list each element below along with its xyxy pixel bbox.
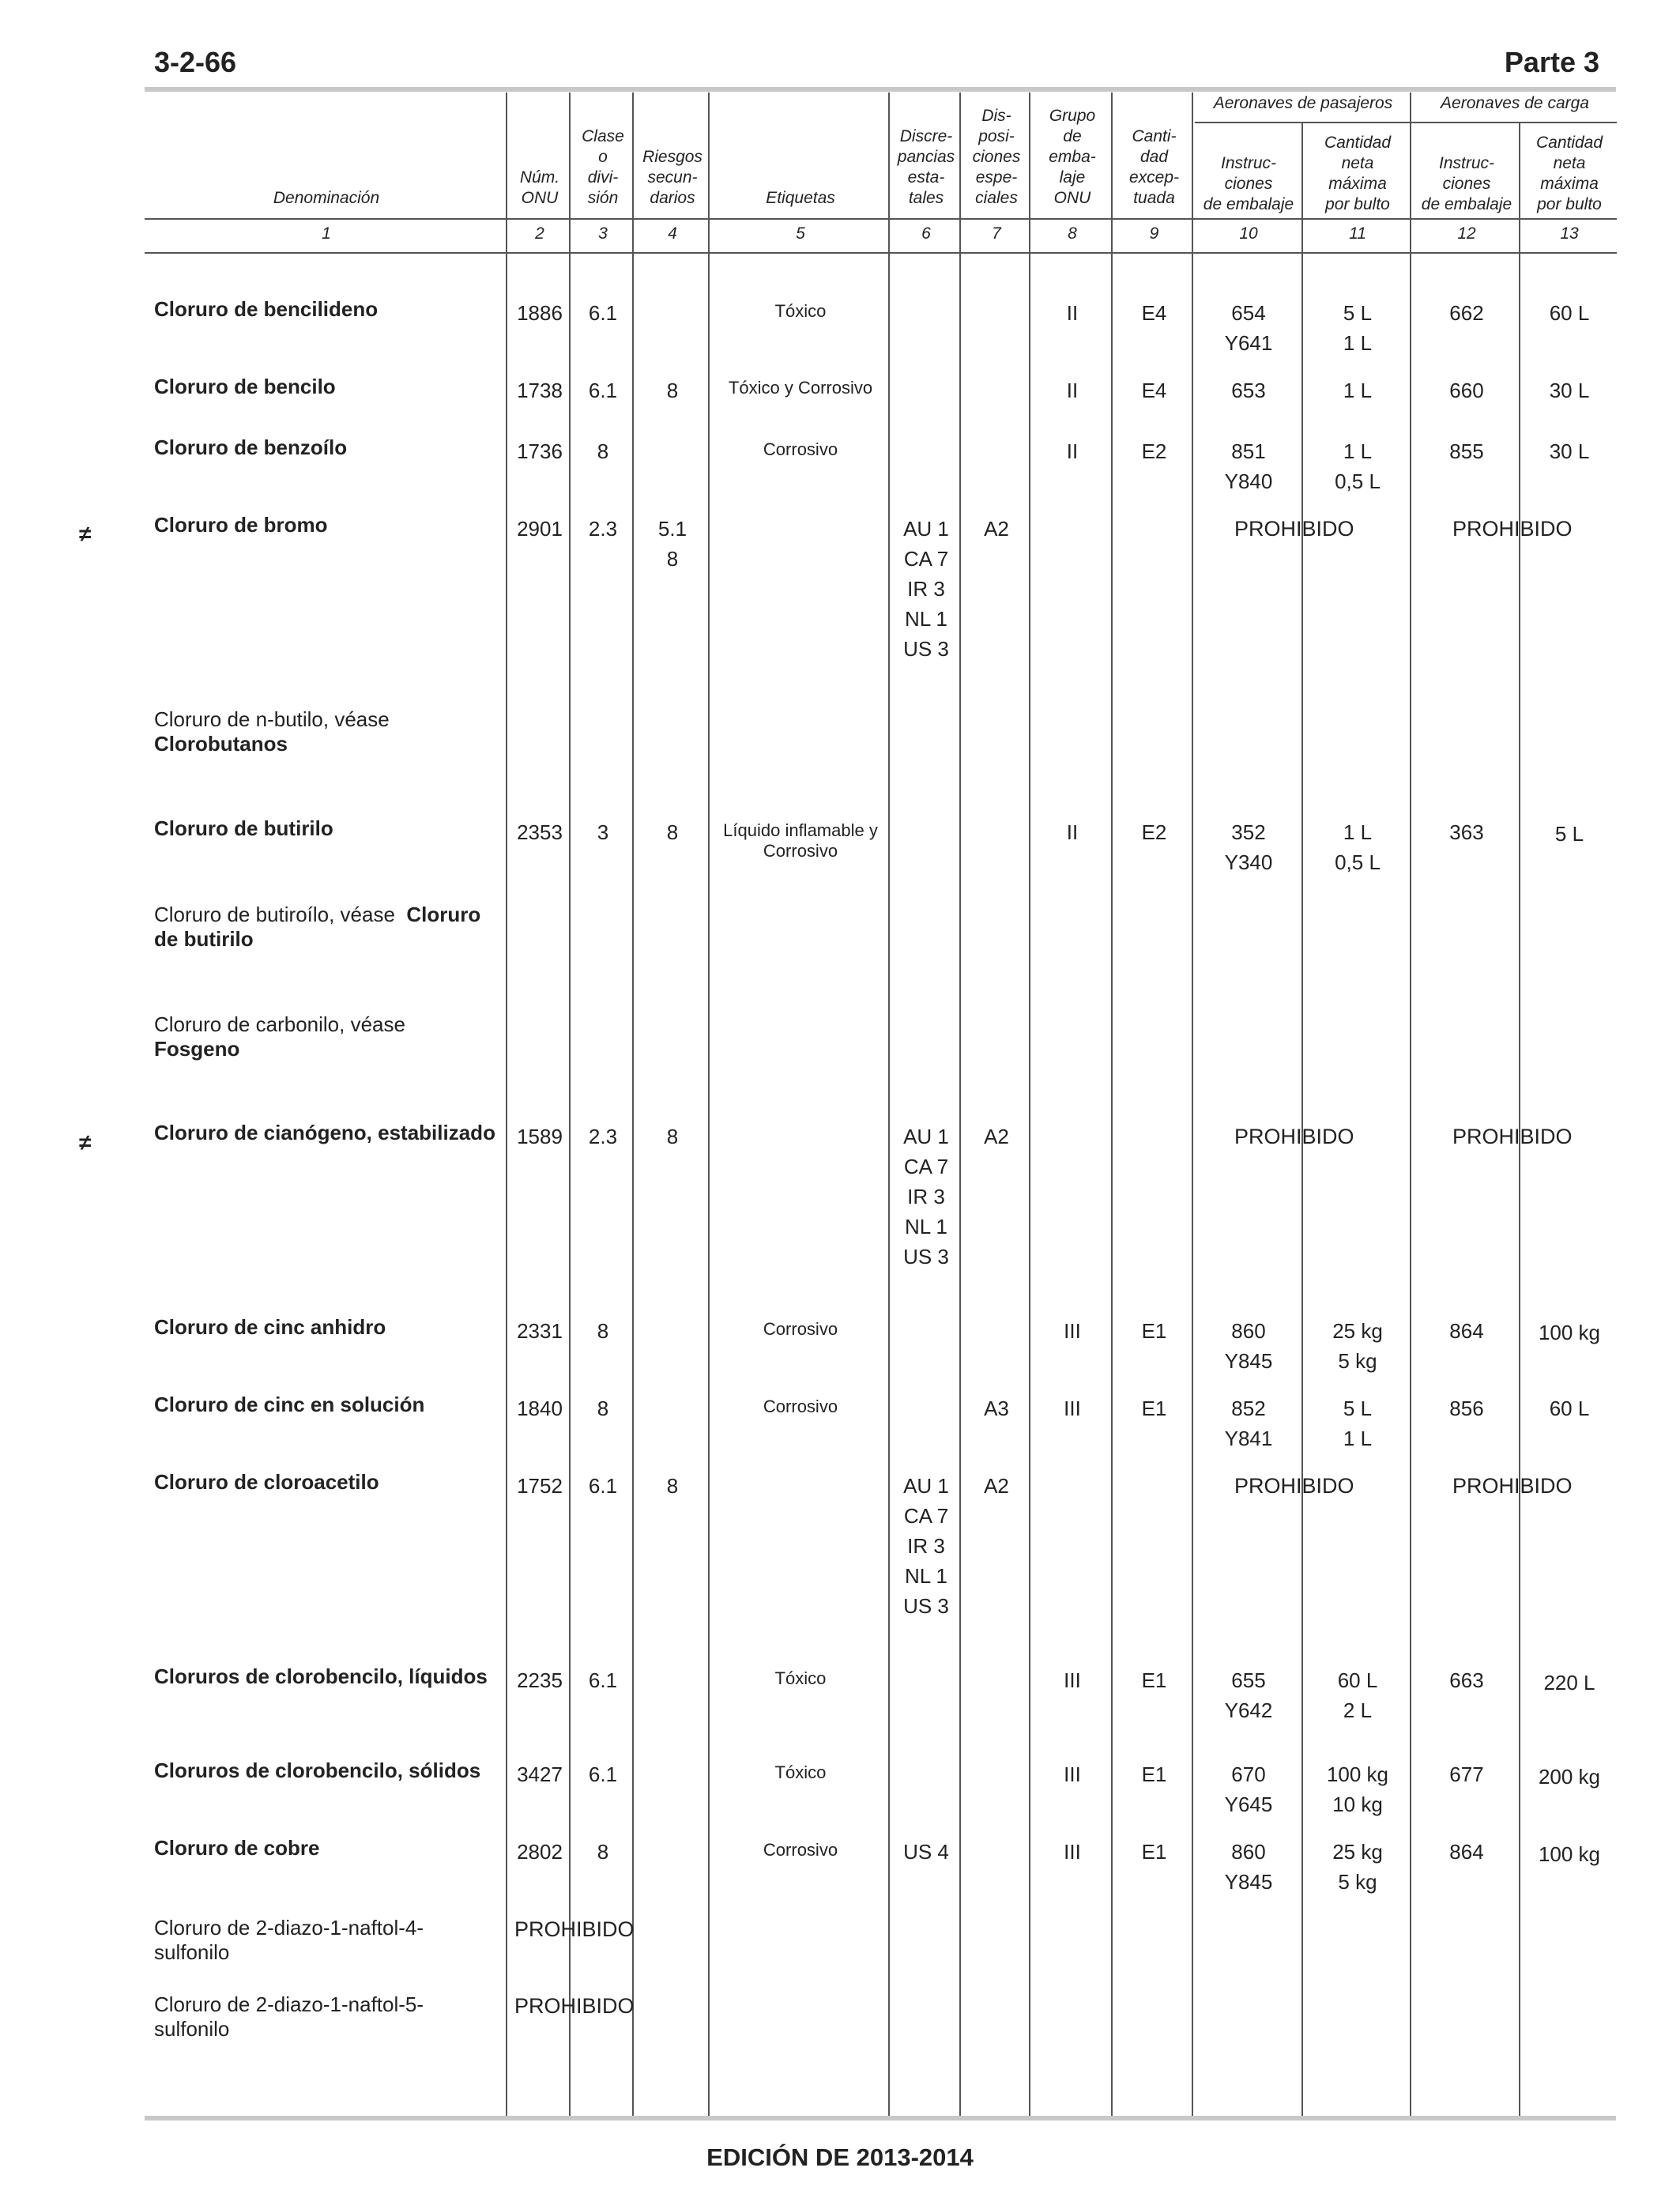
cell-packing-group: III: [1064, 1762, 1081, 1786]
header-riesgos: Riesgos secun- darios: [642, 148, 703, 207]
col-number: 7: [992, 224, 1001, 243]
cell-cargo-instruction: 856: [1449, 1397, 1484, 1420]
col-number: 12: [1457, 224, 1476, 243]
col-number: 9: [1149, 224, 1159, 243]
cell-un: 2235: [517, 1668, 563, 1692]
cell-pass-quantity: 25 kg 5 kg: [1332, 1319, 1383, 1373]
see-reference-text: Cloruro de n-butilo, véase: [154, 707, 390, 731]
cell-pass-quantity: 1 L 0,5 L: [1335, 820, 1381, 874]
col-number: 13: [1560, 224, 1579, 243]
cell-excepted: E4: [1141, 379, 1167, 402]
cell-pass-quantity: 60 L 2 L: [1337, 1668, 1378, 1722]
entry-name: Cloruro de bencilideno: [154, 297, 379, 321]
cell-subsidiary-risk: 8: [666, 1125, 679, 1148]
cell-pass-quantity: 100 kg 10 kg: [1326, 1762, 1389, 1816]
header-group-passenger: Aeronaves de pasajeros: [1213, 94, 1393, 112]
entry-name: Cloruro de cobre: [154, 1836, 320, 1860]
cell-class: 2.3: [588, 1125, 618, 1148]
cell-cargo-quantity: 30 L: [1549, 379, 1590, 402]
entry-name: Cloruro de benzoílo: [154, 435, 348, 459]
cell-pass-quantity: 5 L 1 L: [1343, 1397, 1373, 1450]
cell-un: 1886: [517, 301, 563, 325]
cell-pass-instruction: 653: [1231, 379, 1266, 402]
cell-label: Corrosivo: [763, 439, 838, 459]
col-number: 6: [921, 224, 931, 243]
cell-label: Tóxico y Corrosivo: [728, 378, 873, 398]
cell-cargo-quantity: 100 kg: [1538, 1842, 1601, 1866]
cell-excepted: E1: [1141, 1397, 1167, 1420]
see-reference-target: Cloruro de butirilo: [154, 903, 481, 951]
top-rule: [145, 87, 1616, 92]
cell-class: 6.1: [588, 1474, 618, 1498]
cell-pass-instruction: 860 Y845: [1224, 1840, 1273, 1894]
cell-class: 6.1: [588, 379, 618, 402]
entry-name: Cloruro de bencilo: [154, 375, 336, 398]
entry-name: Cloruro de butirilo: [154, 816, 333, 840]
cell-cargo-instruction: 864: [1449, 1840, 1484, 1864]
cell-cargo-quantity: 60 L: [1549, 301, 1590, 325]
cell-state-variations: AU 1 CA 7 IR 3 NL 1 US 3: [903, 517, 949, 661]
cell-excepted: E1: [1141, 1668, 1167, 1692]
all-forbidden: PROHIBIDO: [514, 1994, 635, 2018]
header-disposiciones: Dis- posi- ciones espe- ciales: [972, 107, 1021, 207]
cell-class: 6.1: [588, 1762, 618, 1786]
cell-excepted: E4: [1141, 301, 1167, 325]
col-number: 5: [796, 224, 805, 243]
cell-label: Corrosivo: [763, 1319, 838, 1339]
passenger-forbidden: PROHIBIDO: [1234, 1125, 1354, 1148]
header-clase: Clase o divi- sión: [582, 127, 624, 207]
passenger-forbidden: PROHIBIDO: [1234, 517, 1354, 541]
col-number: 10: [1239, 224, 1258, 243]
cell-packing-group: II: [1066, 439, 1079, 463]
cell-pass-quantity: 1 L: [1343, 379, 1373, 402]
cell-subsidiary-risk: 5.1 8: [657, 517, 687, 571]
cargo-forbidden: PROHIBIDO: [1452, 517, 1573, 541]
header-grupo: Grupo de emba- laje ONU: [1049, 107, 1096, 207]
bottom-rule: [145, 2116, 1616, 2120]
header-instrucciones-pasajeros: Instruc- ciones de embalaje: [1203, 154, 1294, 213]
entry-name: Cloruro de cinc en solución: [154, 1393, 425, 1416]
cell-packing-group: II: [1066, 301, 1079, 325]
cell-un: 3427: [517, 1762, 563, 1786]
see-reference-text: Cloruro de carbonilo, véase: [154, 1012, 405, 1036]
cell-packing-group: III: [1064, 1840, 1081, 1864]
page-header-number: 3-2-66: [154, 46, 237, 78]
all-forbidden: PROHIBIDO: [514, 1917, 635, 1941]
cell-excepted: E1: [1141, 1319, 1167, 1343]
cell-class: 6.1: [588, 301, 618, 325]
cell-un: 1738: [517, 379, 563, 402]
cell-label: Tóxico: [774, 1668, 827, 1688]
cell-pass-instruction: 655 Y642: [1224, 1668, 1273, 1722]
col-number: 3: [598, 224, 608, 243]
cell-class: 6.1: [588, 1668, 618, 1692]
cell-pass-quantity: 5 L 1 L: [1343, 301, 1373, 355]
cell-label: Tóxico: [774, 301, 827, 321]
cell-pass-instruction: 352 Y340: [1224, 820, 1273, 874]
passenger-forbidden: PROHIBIDO: [1234, 1474, 1354, 1498]
entry-name: Cloruros de clorobencilo, sólidos: [154, 1759, 481, 1782]
cell-state-variations: AU 1 CA 7 IR 3 NL 1 US 3: [903, 1125, 949, 1269]
entry-name: Cloruro de cianógeno, estabilizado: [154, 1121, 495, 1144]
entry-name: [154, 707, 502, 756]
cell-class: 2.3: [588, 517, 618, 541]
entry-name: [154, 903, 502, 952]
cell-pass-instruction: 860 Y845: [1224, 1319, 1273, 1373]
cell-cargo-instruction: 660: [1449, 379, 1484, 402]
cell-special-provisions: A2: [984, 1125, 1009, 1148]
cell-un: 1589: [517, 1125, 563, 1148]
cell-label: Líquido inflamable y Corrosivo: [723, 820, 878, 861]
change-marker: ≠: [79, 522, 92, 546]
cell-class: 3: [597, 820, 609, 844]
see-reference-target: Clorobutanos: [154, 732, 288, 756]
cell-un: 2901: [517, 517, 563, 541]
cell-cargo-quantity: 100 kg: [1538, 1321, 1601, 1344]
header-etiquetas: Etiquetas: [766, 189, 835, 207]
cell-label: Corrosivo: [763, 1840, 838, 1860]
cell-packing-group: III: [1064, 1668, 1081, 1692]
cell-special-provisions: A2: [984, 1474, 1009, 1498]
cell-subsidiary-risk: 8: [666, 379, 679, 402]
cell-excepted: E1: [1141, 1840, 1167, 1864]
page-header-part: Parte 3: [1504, 46, 1599, 78]
cell-pass-instruction: 654 Y641: [1224, 301, 1273, 355]
cell-cargo-instruction: 864: [1449, 1319, 1484, 1343]
cell-special-provisions: A3: [984, 1397, 1009, 1420]
header-group-cargo: Aeronaves de carga: [1441, 94, 1589, 112]
cell-un: 1736: [517, 439, 563, 463]
entry-name: Cloruro de cinc anhidro: [154, 1315, 386, 1339]
cell-class: 8: [597, 1840, 609, 1864]
cell-pass-quantity: 1 L 0,5 L: [1335, 439, 1381, 493]
cell-packing-group: II: [1066, 379, 1079, 402]
header-cantidad-exceptuada: Canti- dad excep- tuada: [1128, 127, 1180, 207]
cell-cargo-instruction: 677: [1449, 1762, 1484, 1786]
cell-pass-instruction: 670 Y645: [1224, 1762, 1273, 1816]
cell-special-provisions: A2: [984, 517, 1009, 541]
header-cantidad-carga: Cantidad neta máxima por bulto: [1535, 134, 1603, 213]
cell-packing-group: III: [1064, 1397, 1081, 1420]
header-num-onu: Núm. ONU: [519, 168, 560, 207]
header-denominacion: Denominación: [273, 189, 380, 207]
footer-edition: EDICIÓN DE 2013-2014: [706, 2143, 974, 2171]
cell-label: Corrosivo: [763, 1397, 838, 1416]
cell-pass-quantity: 25 kg 5 kg: [1332, 1840, 1383, 1894]
col-number: 2: [535, 224, 544, 243]
change-marker: ≠: [79, 1130, 92, 1155]
col-number: 11: [1349, 224, 1366, 243]
cell-cargo-quantity: 60 L: [1549, 1397, 1590, 1420]
see-reference-target: Fosgeno: [154, 1037, 240, 1061]
cell-cargo-quantity: 220 L: [1543, 1671, 1595, 1695]
cell-label: Tóxico: [774, 1762, 827, 1782]
cell-state-variations: US 4: [903, 1840, 949, 1864]
cell-un: 2331: [517, 1319, 563, 1343]
col-number: 8: [1068, 224, 1077, 243]
cell-pass-instruction: 851 Y840: [1224, 439, 1273, 493]
cell-subsidiary-risk: 8: [666, 820, 679, 844]
see-reference-text: Cloruro de butiroílo, véase: [154, 903, 395, 926]
cell-cargo-quantity: 30 L: [1549, 439, 1590, 463]
cell-excepted: E2: [1141, 820, 1167, 844]
entry-name: Cloruro de bromo: [154, 513, 328, 537]
cell-cargo-quantity: 5 L: [1554, 822, 1584, 846]
header-cantidad-pasajeros: Cantidad neta máxima por bulto: [1324, 134, 1392, 213]
cell-subsidiary-risk: 8: [666, 1474, 679, 1498]
entry-name: [154, 1012, 502, 1061]
cell-cargo-instruction: 855: [1449, 439, 1484, 463]
cell-un: 2802: [517, 1840, 563, 1864]
cell-packing-group: II: [1066, 820, 1079, 844]
cell-un: 1840: [517, 1397, 563, 1420]
cell-un: 1752: [517, 1474, 563, 1498]
cell-class: 8: [597, 1319, 609, 1343]
cell-state-variations: AU 1 CA 7 IR 3 NL 1 US 3: [903, 1474, 949, 1618]
cell-excepted: E1: [1141, 1762, 1167, 1786]
col-number: 4: [668, 224, 677, 243]
cargo-forbidden: PROHIBIDO: [1452, 1474, 1573, 1498]
entry-name: Cloruros de clorobencilo, líquidos: [154, 1664, 488, 1688]
cell-packing-group: III: [1064, 1319, 1081, 1343]
cell-cargo-instruction: 662: [1449, 301, 1484, 325]
entry-name: Cloruro de 2-diazo-1-naftol-4- sulfonilo: [154, 1916, 424, 1964]
cell-pass-instruction: 852 Y841: [1224, 1397, 1273, 1450]
col-number: 1: [322, 224, 331, 243]
header-instrucciones-carga: Instruc- ciones de embalaje: [1421, 154, 1512, 213]
cell-cargo-instruction: 663: [1449, 1668, 1484, 1692]
cell-un: 2353: [517, 820, 563, 844]
cargo-forbidden: PROHIBIDO: [1452, 1125, 1573, 1148]
cell-class: 8: [597, 1397, 609, 1420]
header-discrepancias: Discre- pancias esta- tales: [897, 127, 955, 207]
entry-name: Cloruro de cloroacetilo: [154, 1470, 379, 1494]
cell-cargo-instruction: 363: [1449, 820, 1484, 844]
entry-name: Cloruro de 2-diazo-1-naftol-5- sulfonilo: [154, 1992, 424, 2041]
cell-excepted: E2: [1141, 439, 1167, 463]
cell-class: 8: [597, 439, 609, 463]
cell-cargo-quantity: 200 kg: [1538, 1765, 1601, 1789]
